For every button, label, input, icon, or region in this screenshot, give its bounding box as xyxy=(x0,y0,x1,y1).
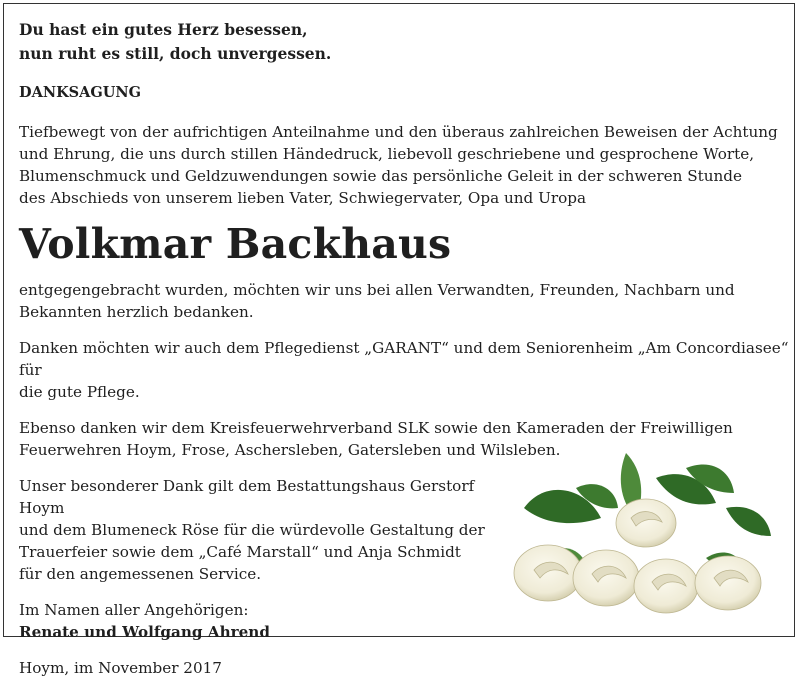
thanks-care-paragraph xyxy=(19,337,789,403)
motto-line-1: Du hast ein gutes Herz besessen, xyxy=(19,20,308,39)
intro-line: Blumenschmuck und Geldzuwendungen sowie das persönliche Geleit in der schweren Stunde xyxy=(19,167,742,185)
text-line: Unser besonderer Dank gilt dem Bestattungshaus Gerstorf Hoym xyxy=(19,477,475,517)
thanks-general-paragraph xyxy=(19,279,789,323)
text-line: Trauerfeier sowie dem „Café Marstall“ und Anja Schmidt xyxy=(19,543,461,561)
intro-paragraph xyxy=(19,121,789,209)
thanks-special-paragraph xyxy=(19,475,509,585)
deceased-name: Volkmar Backhaus xyxy=(19,220,452,268)
text-line: Danken möchten wir auch dem Pflegedienst „GARANT“ und dem Seniorenheim „Am Concordiasee“ für xyxy=(19,339,789,379)
heading: DANKSAGUNG xyxy=(19,84,142,101)
intro-line: und Ehrung, die uns durch stillen Händedruck, liebevoll geschriebene und gesprochene Worte, xyxy=(19,145,755,163)
intro-line: Tiefbewegt von der aufrichtigen Anteilnahme und den überaus zahlreichen Beweisen der Achtung xyxy=(19,123,778,141)
intro-line: des Abschieds von unserem lieben Vater, Schwiegervater, Opa und Uropa xyxy=(19,189,587,207)
text-line: Ebenso danken wir dem Kreisfeuerwehrverband SLK sowie den Kameraden der Freiwilligen xyxy=(19,419,733,437)
motto-line-2: nun ruht es still, doch unvergessen. xyxy=(19,44,332,63)
signature-names: Renate und Wolfgang Ahrend xyxy=(19,623,270,641)
text-line: entgegengebracht wurden, möchten wir uns bei allen Verwandten, Freunden, Nachbarn und xyxy=(19,281,735,299)
text-line: Bekannten herzlich bedanken. xyxy=(19,303,254,321)
place-date: Hoym, im November 2017 xyxy=(19,659,222,677)
text-line: für den angemessenen Service. xyxy=(19,565,262,583)
white-roses-icon xyxy=(506,448,796,623)
signature-intro: Im Namen aller Angehörigen: xyxy=(19,601,249,619)
text-line: die gute Pflege. xyxy=(19,383,140,401)
text-line: Feuerwehren Hoym, Frose, Aschersleben, Gatersleben und Wilsleben. xyxy=(19,441,561,459)
text-line: und dem Blumeneck Röse für die würdevolle Gestaltung der xyxy=(19,521,485,539)
